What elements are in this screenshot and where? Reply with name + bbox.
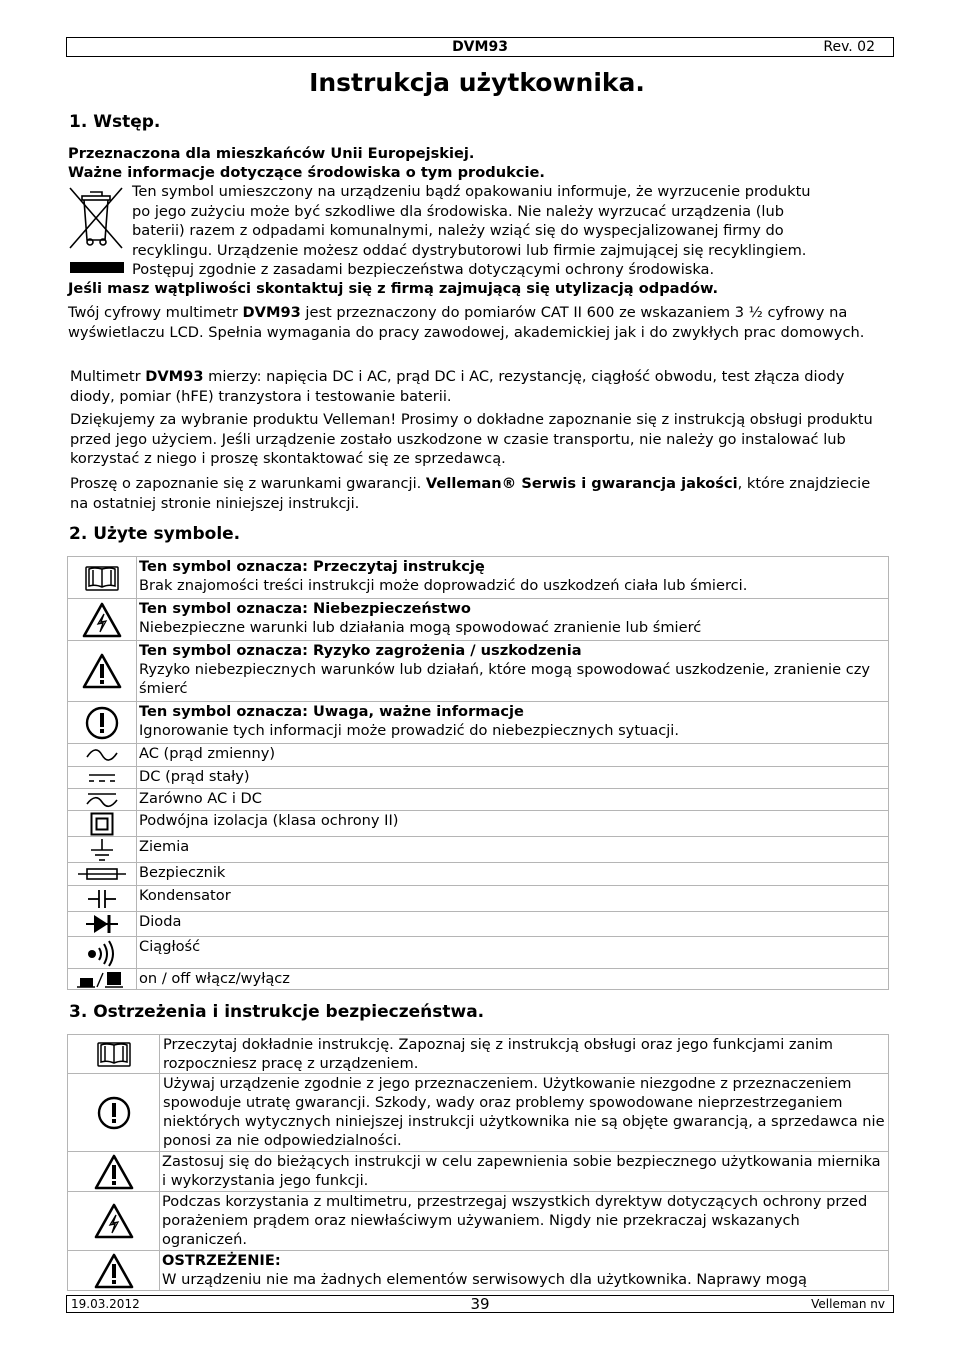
table-row (68, 789, 889, 811)
symbol-description: Zarówno AC i DC (137, 789, 889, 811)
weee-line: Postępuj zgodnie z zasadami bezpieczeństwa dotyczącymi ochrony środowiska. (132, 261, 715, 278)
ground-icon (68, 837, 137, 863)
table-row (68, 767, 889, 789)
symbol-description: Niebezpieczne warunki lub działania mogą spowodować zranienie lub śmierć (139, 619, 702, 636)
capacitor-icon (68, 886, 137, 912)
table-row (68, 1152, 889, 1192)
symbol-title: Ten symbol oznacza: Ryzyko zagrożenia / uszkodzenia (139, 642, 582, 659)
table-row (68, 912, 889, 937)
eu-notice: Przeznaczona dla mieszkańców Unii Europejskiej. (68, 145, 475, 162)
ac-dc-icon (68, 789, 137, 811)
table-row (68, 1074, 889, 1152)
weee-line: baterii) razem z odpadami komunalnymi, należy wziąć się do wyspecjalizowanej firmy do (132, 222, 784, 239)
table-row (68, 1035, 889, 1074)
section-heading-intro: 1. Wstęp. (69, 112, 161, 132)
safety-text: Przeczytaj dokładnie instrukcję. Zapoznaj się z instrukcją obsługi oraz jego funkcjami zanim rozpoczniesz pracę z urządzeniem. (160, 1035, 889, 1074)
symbol-title: Ten symbol oznacza: Niebezpieczeństwo (139, 600, 471, 617)
table-row (68, 886, 889, 912)
safety-text: Zastosuj się do bieżących instrukcji w celu zapewnienia sobie bezpiecznego użytkowania miernika i wykorzystania jego funkcji. (160, 1152, 889, 1192)
safety-table (67, 1034, 889, 1291)
caution-circle-icon (68, 702, 137, 744)
page-header (66, 37, 894, 57)
symbol-title: Ten symbol oznacza: Przeczytaj instrukcję (139, 558, 485, 575)
double-insulation-icon (68, 811, 137, 837)
intro-paragraph-4: Proszę o zapoznanie się z warunkami gwarancji. Velleman® Serwis i gwarancja jakości, które znajdziecie na ostatniej stronie niniejszej instrukcji. (70, 475, 871, 512)
warning-triangle-icon (68, 1251, 160, 1291)
safety-text: Podczas korzystania z multimetru, przestrzegaj wszystkich dyrektyw dotyczących ochrony przed porażeniem prądem oraz niewłaściwym używaniem. Nigdy nie przekraczaj wskazanych ograniczeń. (160, 1192, 889, 1251)
symbol-description: on / off włącz/wyłącz (137, 969, 889, 990)
table-row (68, 557, 889, 599)
table-row (68, 599, 889, 641)
table-row (68, 837, 889, 863)
intro-paragraph-1: Twój cyfrowy multimetr DVM93 jest przeznaczony do pomiarów CAT II 600 ze wskazaniem 3 ½ cyfrowy na wyświetlaczu LCD. Spełnia wymagania do pracy zawodowej, akademickiej jak i do zwykłych prac domowych. (68, 304, 865, 341)
continuity-icon (68, 937, 137, 969)
symbol-description: Ignorowanie tych informacji może prowadzić do niebezpiecznych sytuacji. (139, 722, 680, 739)
weee-line: Ten symbol umieszczony na urządzeniu bądź opakowaniu informuje, że wyrzucenie produktu (132, 183, 811, 200)
table-row (68, 744, 889, 767)
table-row (68, 641, 889, 702)
manual-icon (68, 557, 137, 599)
fuse-icon (68, 863, 137, 886)
warning-triangle-icon (68, 641, 137, 702)
symbol-description: Dioda (137, 912, 889, 937)
symbol-description: Ciągłość (137, 937, 889, 969)
warning-title: OSTRZEŻENIE: (162, 1252, 281, 1269)
symbol-description: Bezpiecznik (137, 863, 889, 886)
model-name: DVM93 (452, 39, 508, 55)
weee-line: po jego zużyciu może być szkodliwe dla środowiska. Nie należy wyrzucać urządzenia (lub (132, 202, 784, 220)
symbol-description: Ziemia (137, 837, 889, 863)
high-voltage-icon (68, 1192, 160, 1251)
manual-icon (68, 1035, 160, 1074)
table-row (68, 969, 889, 990)
symbol-description: Kondensator (137, 886, 889, 912)
intro-paragraph-2: Multimetr DVM93 mierzy: napięcia DC i AC, prąd DC i AC, rezystancję, ciągłość obwodu, test złącza diody diody, pomiar (hFE) tranzystora i testowanie baterii. (70, 368, 845, 405)
table-row (68, 937, 889, 969)
symbol-description: AC (prąd zmienny) (137, 744, 889, 767)
section-heading-safety: 3. Ostrzeżenia i instrukcje bezpieczeństwa. (69, 1002, 485, 1022)
revision: Rev. 02 (823, 39, 875, 55)
safety-text: Używaj urządzenie zgodnie z jego przeznaczeniem. Użytkowanie niezgodne z przeznaczeniem spowoduje utratę gwarancji. Szkody, wady oraz problemy spowodowane nieprzestrzeganiem niektórych wytycznych niniejszej instrukcji użytkownika nie są objęte gwarancją, a sprzedawca nie ponosi za nie odpowiedzialności. (160, 1074, 889, 1152)
on-off-icon (68, 969, 137, 990)
caution-circle-icon (68, 1074, 160, 1152)
table-row (68, 702, 889, 744)
disposal-contact: Jeśli masz wątpliwości skontaktuj się z firmą zajmującą się utylizacją odpadów. (68, 280, 719, 297)
weee-bin-icon (68, 182, 124, 274)
symbol-description: DC (prąd stały) (137, 767, 889, 789)
page-footer (66, 1295, 894, 1313)
symbols-table (67, 556, 889, 990)
footer-company: Velleman nv (811, 1297, 885, 1311)
warning-triangle-icon (68, 1152, 160, 1192)
symbol-description: Podwójna izolacja (klasa ochrony II) (137, 811, 889, 837)
dc-icon (68, 767, 137, 789)
page-number: 39 (470, 1295, 490, 1313)
eu-env-info: Ważne informacje dotyczące środowiska o tym produkcie. (68, 164, 545, 181)
symbol-title: Ten symbol oznacza: Uwaga, ważne informacje (139, 703, 524, 720)
table-row (68, 1192, 889, 1251)
table-row (68, 863, 889, 886)
symbol-description: Brak znajomości treści instrukcji może doprowadzić do uszkodzeń ciała lub śmierci. (139, 577, 748, 594)
section-heading-symbols: 2. Użyte symbole. (69, 524, 241, 544)
safety-text: W urządzeniu nie ma żadnych elementów serwisowych dla użytkownika. Naprawy mogą (162, 1271, 807, 1288)
table-row (68, 1251, 889, 1291)
table-row (68, 811, 889, 837)
high-voltage-icon (68, 599, 137, 641)
diode-icon (68, 912, 137, 937)
footer-date: 19.03.2012 (71, 1297, 140, 1311)
symbol-description: Ryzyko niebezpiecznych warunków lub działań, które mogą spowodować uszkodzenie, zranienie czy śmierć (139, 661, 871, 697)
page-title: Instrukcja użytkownika. (309, 68, 645, 97)
weee-line: recyklingu. Urządzenie możesz oddać dystrybutorowi lub firmie zajmującej się recyklingiem. (132, 241, 807, 259)
weee-text (132, 182, 892, 280)
intro-paragraph-3: Dziękujemy za wybranie produktu Velleman! Prosimy o dokładne zapoznanie się z instrukcją obsługi produktu przed jego użyciem. Jeśli urządzenie zostało uszkodzone w czasie transportu, nie należy go instalować lub korzystać z niego i proszę skontaktować się ze sprzedawcą. (70, 411, 873, 467)
ac-icon (68, 744, 137, 767)
